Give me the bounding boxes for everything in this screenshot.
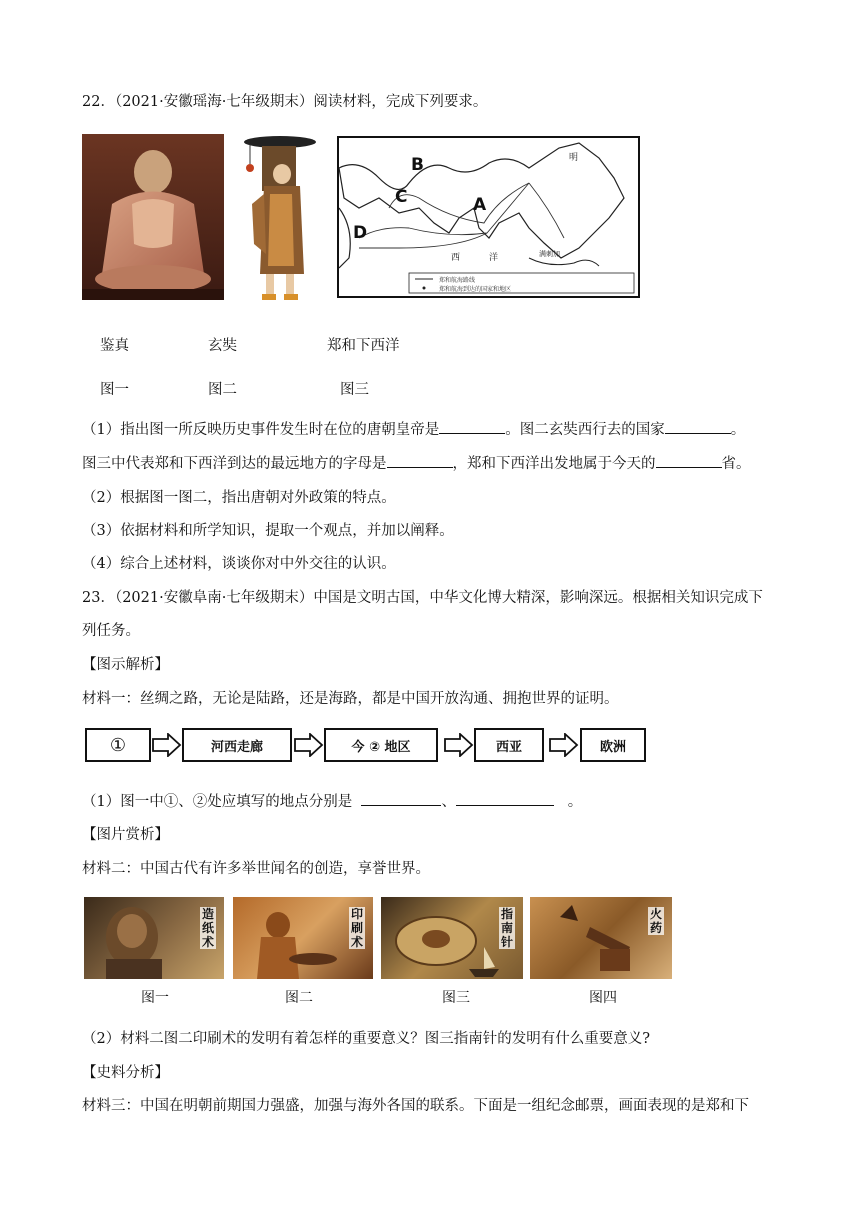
- answer-blank[interactable]: [456, 791, 554, 806]
- figure-label-2: 图二: [208, 382, 237, 398]
- section-diagram-analysis: 【图示解析】: [82, 657, 169, 673]
- answer-blank[interactable]: [387, 453, 453, 468]
- flow-arrow-icon: [152, 733, 182, 757]
- material-one: 材料一：丝绸之路，无论是陆路，还是海路，都是中国开放沟通、拥抱世界的证明。: [82, 691, 619, 707]
- flow-box-europe: 欧洲: [580, 728, 646, 762]
- map-legend-route: 郑和航海路线: [439, 277, 476, 284]
- papermaking-image: [84, 897, 224, 979]
- q22-sub1-text-e: ，郑和下西洋出发地属于今天的: [452, 456, 656, 472]
- figure-label-3: 图三: [340, 382, 369, 398]
- section-picture-appreciation: 【图片赏析】: [82, 827, 169, 843]
- q23-sub2: （2）材料二图二印刷术的发明有着怎样的重要意义？图三指南针的发明有什么重要意义?: [82, 1031, 650, 1047]
- q23-sub1-text-c: 。: [567, 794, 583, 810]
- caption-jianzhen: 鉴真: [100, 338, 129, 354]
- q23-header-line1: 23．（2021·安徽阜南·七年级期末）中国是文明古国，中华文化博大精深，影响深远。根据相关知识完成下: [82, 590, 763, 606]
- flow-box-west-asia: 西亚: [474, 728, 544, 762]
- map-letter-a: A: [473, 195, 487, 215]
- gunpowder-image: [530, 897, 672, 979]
- printing-image: [233, 897, 373, 979]
- flow-box-1: ①: [85, 728, 151, 762]
- invention-label-gunpowder: 火药: [649, 907, 662, 935]
- map-letter-d: D: [353, 223, 368, 243]
- q22-sub1-text-c: 。: [730, 422, 746, 438]
- map-label-ming: 明: [569, 153, 579, 163]
- q22-sub4: （4）综合上述材料，谈谈你对中外交往的认识。: [82, 556, 396, 572]
- q22-sub1-text-a: （1）指出图一所反映历史事件发生时在位的唐朝皇帝是: [82, 422, 440, 438]
- figure-label-1: 图一: [100, 382, 129, 398]
- material-three: 材料三：中国在明朝前期国力强盛，加强与海外各国的联系。下面是一组纪念邮票，画面表现的是郑和下: [82, 1098, 749, 1114]
- flow-box-hexi: 河西走廊: [182, 728, 292, 762]
- q23-sub1-text-a: （1）图一中①、②处应填写的地点分别是: [82, 794, 353, 810]
- map-letter-b: B: [411, 155, 424, 175]
- map-label-xi: 西: [451, 253, 461, 263]
- map-letter-c: C: [395, 187, 408, 207]
- invention-figure-3: 图三: [442, 990, 470, 1006]
- map-label-malacca: 满刺加: [539, 250, 560, 258]
- material-two: 材料二：中国古代有许多举世闻名的创造，享誉世界。: [82, 861, 430, 877]
- answer-blank[interactable]: [656, 453, 722, 468]
- q23-sub1: [82, 790, 582, 811]
- q22-sub1-line2: [82, 452, 751, 473]
- xuanzang-image: [242, 134, 318, 304]
- q23-sub1-text-b: 、: [441, 794, 456, 810]
- q22-sub1-line1: [82, 418, 745, 439]
- section-source-analysis: 【史料分析】: [82, 1065, 169, 1081]
- zhenghe-voyage-map: [337, 136, 640, 298]
- invention-label-paper: 造纸术: [201, 907, 214, 949]
- answer-blank[interactable]: [361, 791, 441, 806]
- q22-sub2: （2）根据图一图二，指出唐朝对外政策的特点。: [82, 490, 396, 506]
- q22-sub1-text-d: 图三中代表郑和下西洋到达的最远地方的字母是: [82, 456, 387, 472]
- answer-blank[interactable]: [665, 419, 731, 434]
- flow-arrow-icon: [294, 733, 324, 757]
- q22-sub3: （3）依据材料和所学知识，提取一个观点，并加以阐释。: [82, 523, 454, 539]
- q22-header: 22．（2021·安徽瑶海·七年级期末）阅读材料，完成下列要求。: [82, 94, 488, 110]
- jianzhen-statue-image: [82, 134, 224, 300]
- flow-arrow-icon: [444, 733, 474, 757]
- flow-box-2: 今 ② 地区: [324, 728, 438, 762]
- caption-xuanzang: 玄奘: [208, 338, 237, 354]
- invention-figure-2: 图二: [285, 990, 313, 1006]
- flow-arrow-icon: [549, 733, 579, 757]
- invention-figure-4: 图四: [589, 990, 617, 1006]
- map-legend-places: 郑和航海到达的国家和地区: [439, 286, 512, 293]
- invention-label-compass: 指南针: [500, 907, 513, 949]
- invention-figure-1: 图一: [141, 990, 169, 1006]
- q22-sub1-text-b: 。图二玄奘西行去的国家: [505, 422, 665, 438]
- q23-header-line2: 列任务。: [82, 623, 140, 639]
- caption-zhenghe: 郑和下西洋: [327, 338, 400, 354]
- compass-image: [381, 897, 523, 979]
- q22-sub1-text-f: 省。: [721, 456, 751, 472]
- answer-blank[interactable]: [439, 419, 505, 434]
- map-label-yang: 洋: [489, 253, 499, 263]
- invention-label-printing: 印刷术: [350, 907, 363, 949]
